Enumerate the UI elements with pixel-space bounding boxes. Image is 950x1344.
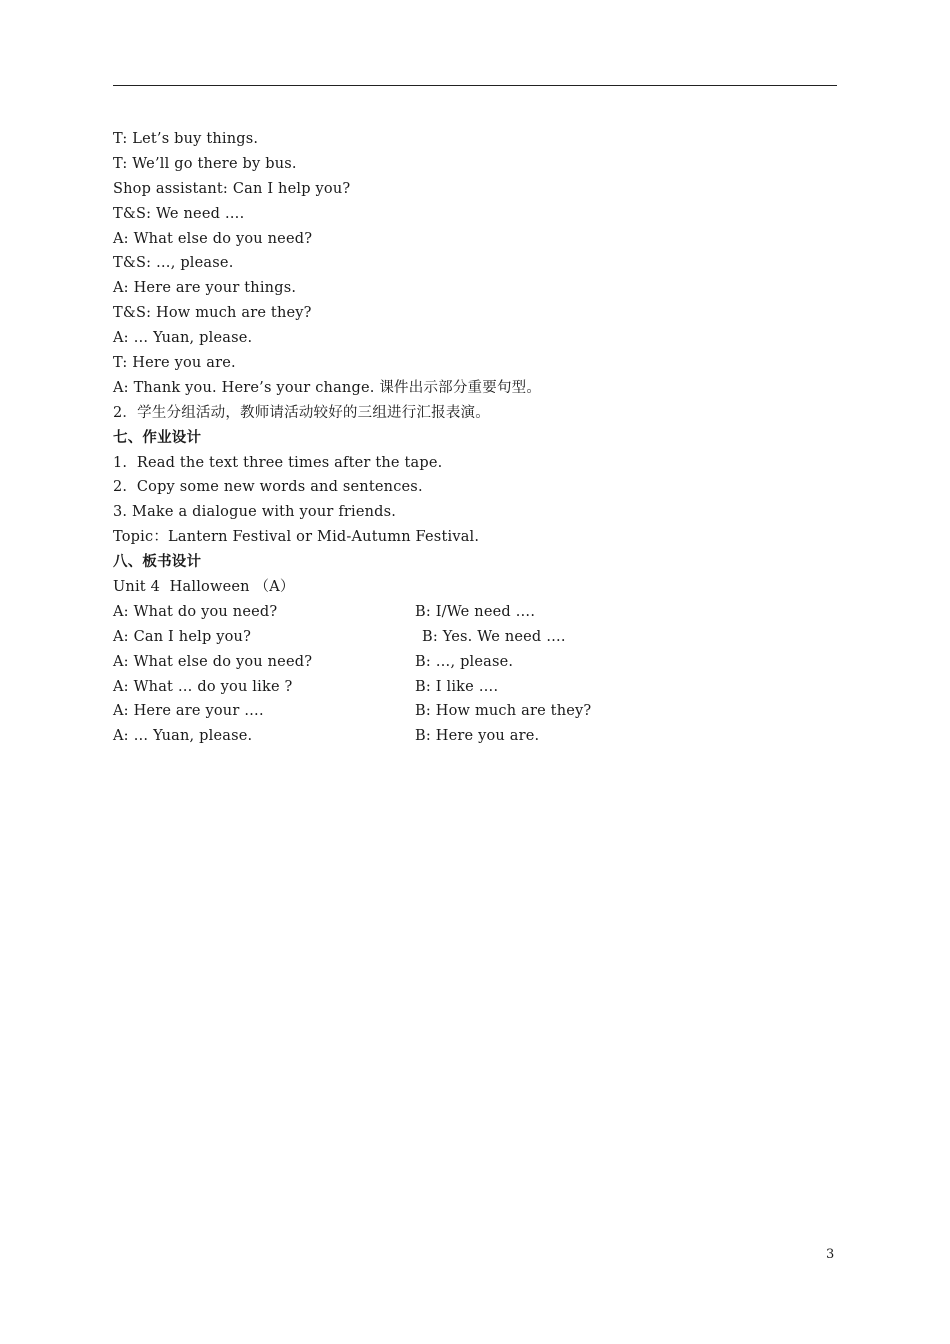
board-question: A: What else do you need? (113, 653, 313, 670)
homework-item: 1. Read the text three times after the tape. (113, 454, 443, 471)
homework-item: 3. Make a dialogue with your friends. (113, 504, 397, 521)
board-answer: B: I/We need …. (415, 603, 536, 620)
board-answer: B: …, please. (415, 653, 514, 670)
page-number: 3 (826, 1247, 835, 1262)
board-question: A: … Yuan, please. (113, 728, 253, 745)
board-row (113, 699, 837, 724)
board-answer: B: Here you are. (415, 728, 540, 745)
dialogue-line: A: Here are your things. (113, 280, 297, 297)
document-body (113, 127, 837, 749)
board-answer: B: I like …. (415, 678, 499, 695)
dialogue-line: T: We’ll go there by bus. (113, 155, 297, 172)
board-answer: B: Yes. We need …. (422, 628, 566, 645)
dialogue-line: A: What else do you need? (113, 230, 313, 247)
dialogue-line: T&S: …, please. (113, 255, 234, 272)
dialogue-line: Shop assistant: Can I help you? (113, 180, 351, 197)
dialogue-line: T: Here you are. (113, 355, 236, 372)
header-rule (113, 85, 837, 86)
activity-note: 2．学生分组活动，教师请活动较好的三组进行汇报表演。 (113, 404, 490, 421)
board-question: A: What do you need? (113, 603, 278, 620)
board-question: A: Here are your …. (113, 703, 264, 720)
board-question: A: What … do you like ? (113, 678, 293, 695)
board-row (113, 675, 837, 700)
board-row (113, 650, 837, 675)
homework-item: 2. Copy some new words and sentences. (113, 479, 423, 496)
dialogue-line: T&S: How much are they? (113, 305, 312, 322)
board-question: A: Can I help you? (113, 628, 252, 645)
dialogue-line: A: … Yuan, please. (113, 330, 253, 347)
board-row (113, 600, 837, 625)
board-row (113, 625, 837, 650)
dialogue-line: T&S: We need …. (113, 205, 245, 222)
section-heading-board-design: 八、板书设计 (113, 554, 202, 571)
board-title: Unit 4 Halloween （A） (113, 579, 295, 596)
section-heading-homework: 七、作业设计 (113, 429, 202, 446)
board-answer: B: How much are they? (415, 703, 592, 720)
dialogue-line: A: Thank you. Here’s your change. 课件出示部分重要句型。 (113, 379, 542, 396)
homework-topic: Topic：Lantern Festival or Mid-Autumn Festival. (113, 529, 480, 546)
dialogue-line: T: Let’s buy things. (113, 131, 259, 147)
board-row (113, 724, 837, 749)
